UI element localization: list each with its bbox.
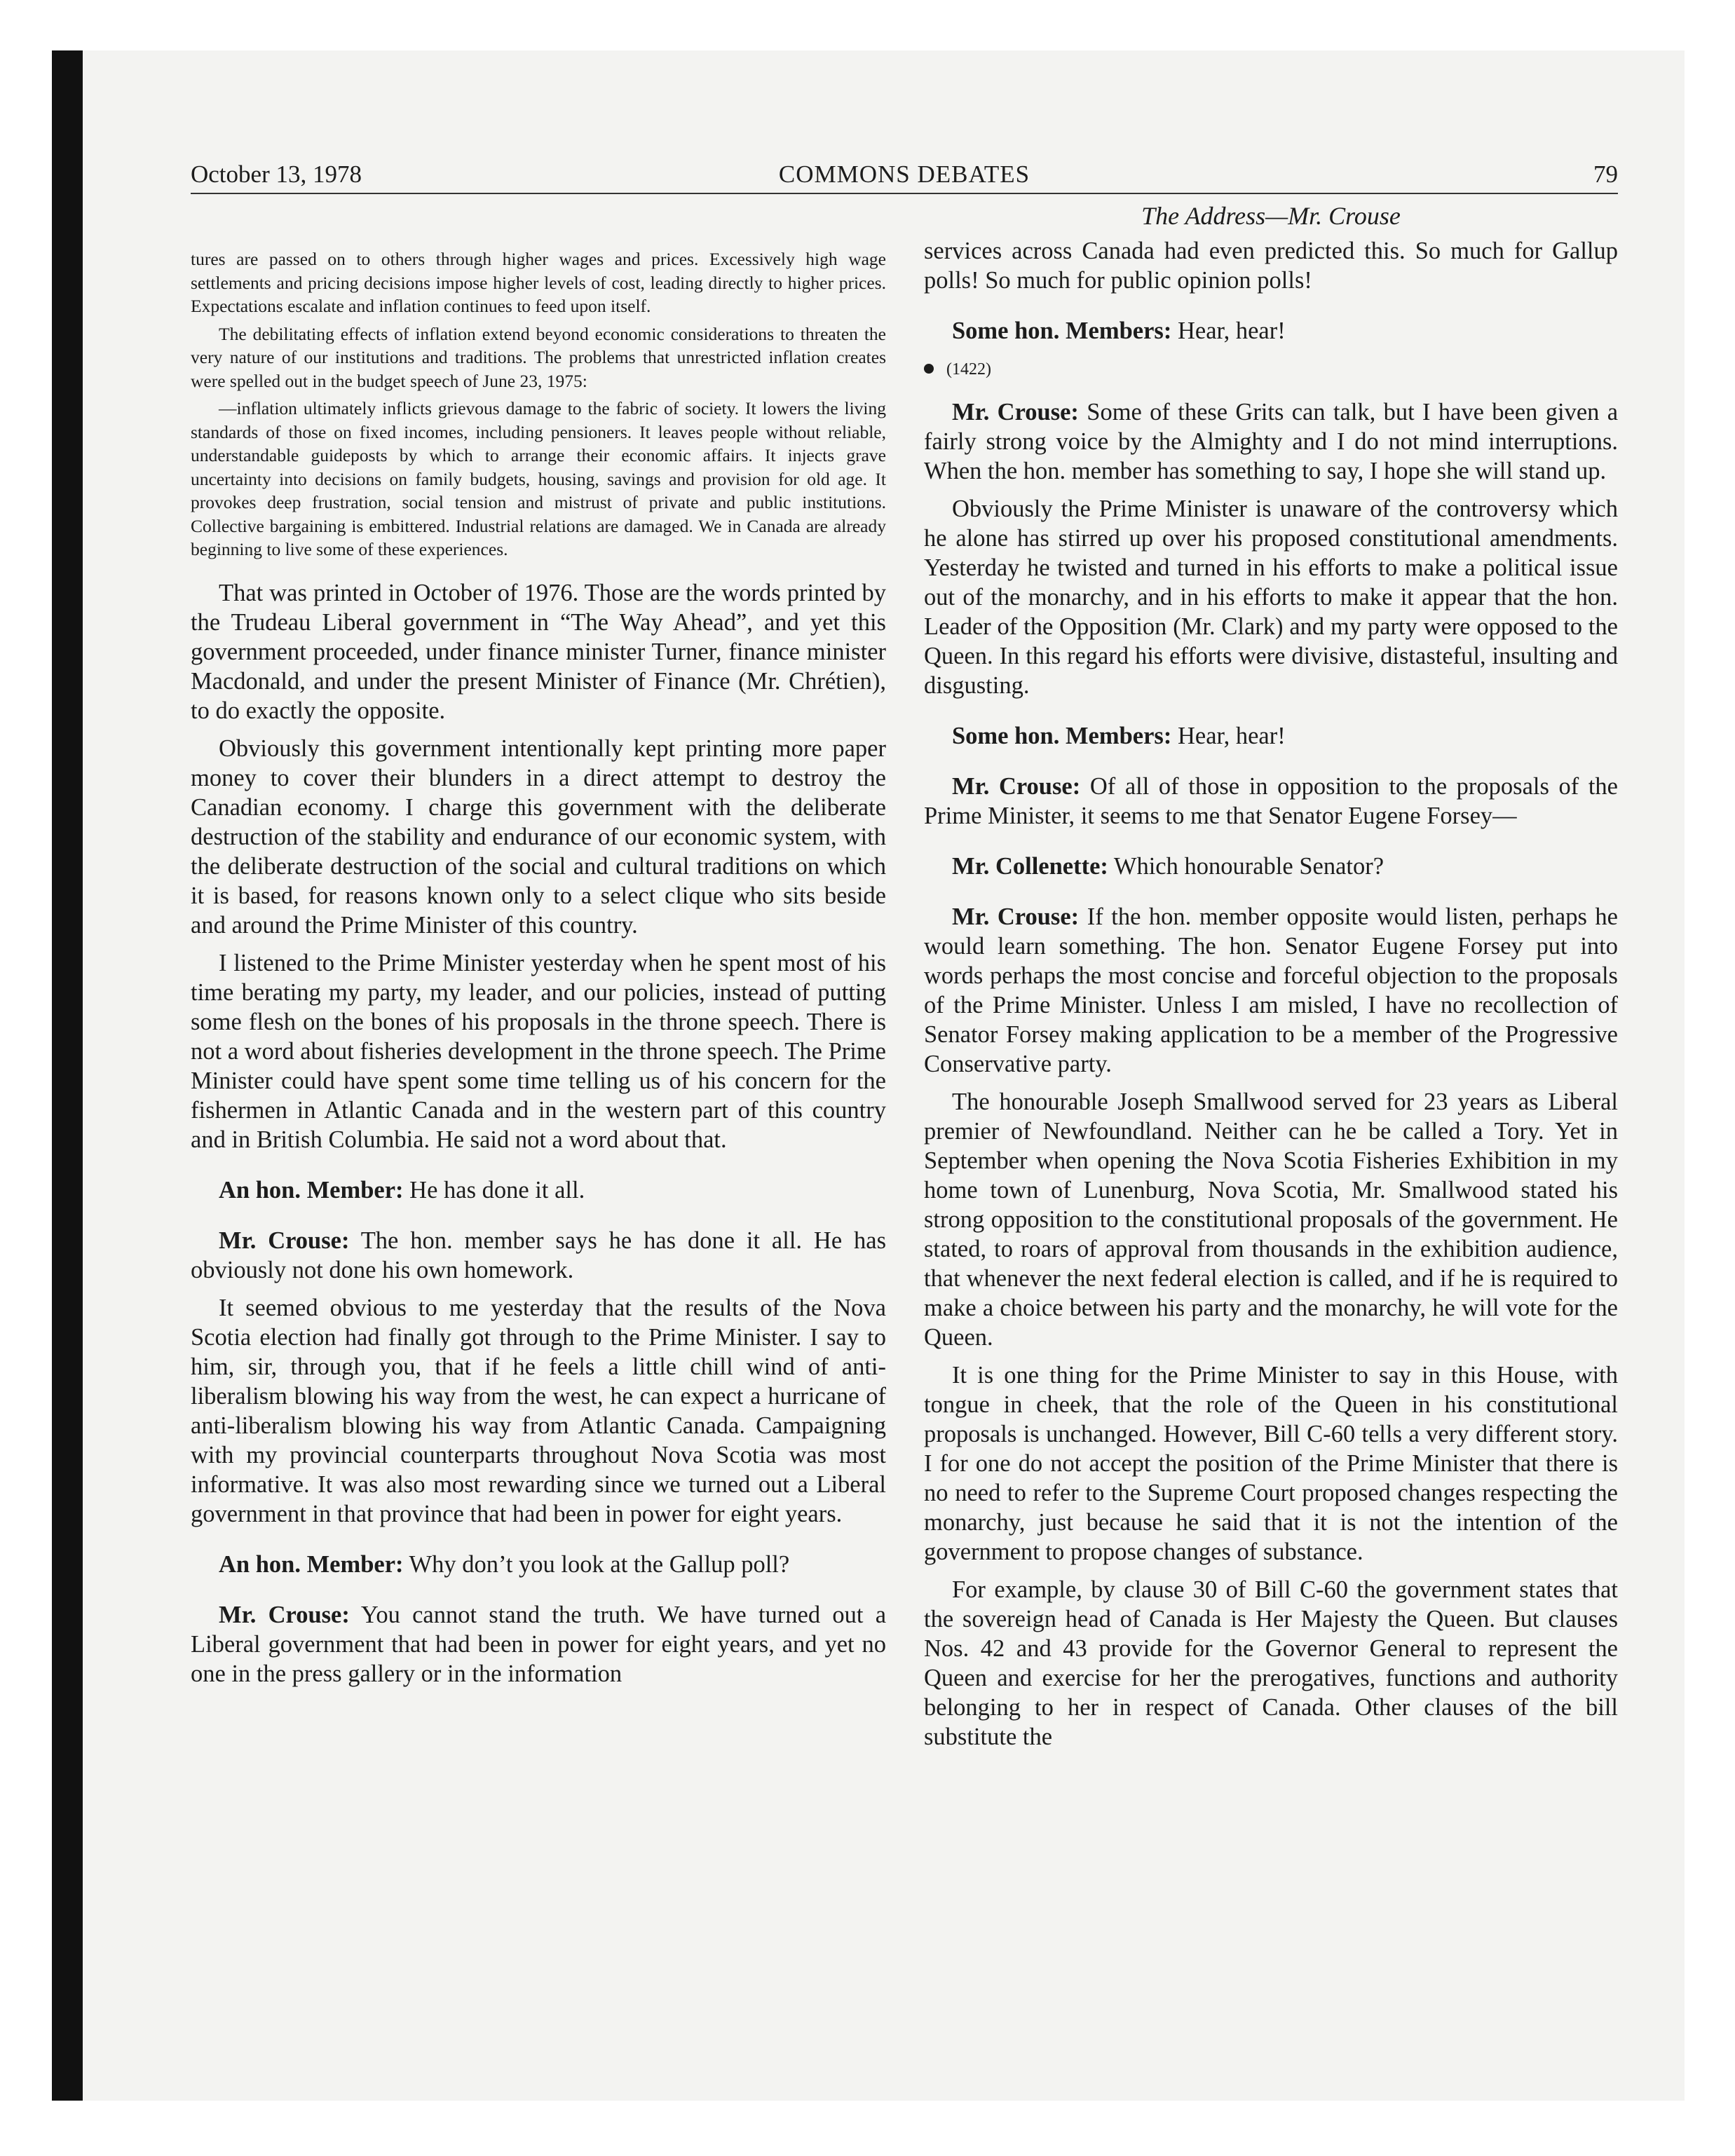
paragraph: services across Canada had even predicted this. So much for Gallup polls! So much for public opinion polls!: [924, 238, 1618, 294]
speech: [924, 721, 1618, 751]
speech-text: Which honourable Senator?: [1113, 853, 1384, 880]
running-head: The Address—Mr. Crouse: [1141, 202, 1401, 230]
speech-text: The hon. member says he has done it all. He has obviously not done his own homework.: [191, 1227, 886, 1283]
document-page: [191, 158, 1618, 1924]
right-column: [924, 198, 1618, 1760]
paragraph: Obviously this government intentionally kept printing more paper money to cover their blunders in a direct attempt to destroy the Canadian economy. I charge this government with the deliberate destruction of the stability and endurance of our economic system, with the deliberate destruction of the social and cultural traditions on which it is based, for reasons known only to a select clique who sits beside and around the Prime Minister of this country.: [191, 735, 886, 939]
header-page-number: 79: [1593, 161, 1618, 188]
speech-text: Hear, hear!: [1177, 318, 1286, 344]
speech-text: You cannot stand the truth. We have turned out a Liberal government that had been in power for eight years, and yet no one in the press gallery or in the information: [191, 1601, 887, 1687]
speaker-name: Some hon. Members:: [952, 723, 1172, 749]
header-title: COMMONS DEBATES: [778, 161, 1030, 188]
scan-border: [52, 50, 83, 2101]
paragraph: It is one thing for the Prime Minister to say in this House, with tongue in cheek, that the role of the Queen in his constitutional proposals is unchanged. However, Bill C-60 tells a very different story. I for one do not accept the position of the Prime Minister that there is no need to refer to the Supreme Court proposed changes respecting the monarchy, just because he said that it is not the intention of the government to propose changes of substance.: [924, 1362, 1618, 1565]
speaker-name: Mr. Crouse:: [952, 399, 1079, 425]
quoted-text: —inflation ultimately inflicts grievous damage to the fabric of society. It lowers the living standards of those on fixed incomes, including pensioners. It leaves people without reliable, understandable guideposts by which to arrange their economic affairs. It injects grave uncertainty into decisions on family budgets, housing, savings and provision for old age. It provokes deep frustration, social tension and mistrust of private and public institutions. Collective bargaining is embittered. Industrial relations are damaged. We in Canada are already beginning to live some of these experiences.: [191, 398, 886, 559]
paragraph: It seemed obvious to me yesterday that the results of the Nova Scotia election had finally got through to the Prime Minister. I say to him, sir, through you, that if he feels a little chill wind of anti-liberalism blowing his way from the west, he can expect a hurricane of anti-liberalism blowing his way from Atlantic Canada. Campaigning with my provincial counterparts throughout Nova Scotia was most informative. It was also most rewarding since we turned out a Liberal government in that province that had been in power for eight years.: [191, 1294, 886, 1527]
speech: [191, 1226, 886, 1285]
speech-text: If the hon. member opposite would listen, perhaps he would learn something. The hon. Senator Eugene Forsey put into words perhaps the most concise and forceful objection to the proposals of the Prime Minister. Unless I am misled, I have no recollection of Senator Forsey making application to be a member of the Progressive Conservative party.: [924, 903, 1618, 1077]
page-header: [191, 158, 1618, 194]
header-date: October 13, 1978: [191, 161, 362, 188]
paragraph: That was printed in October of 1976. Those are the words printed by the Trudeau Liberal government in “The Way Ahead”, and yet this government proceeded, under finance minister Turner, finance minister Macdonald, and under the present Minister of Finance (Mr. Chrétien), to do exactly the opposite.: [191, 579, 886, 724]
paragraph: I listened to the Prime Minister yesterday when he spent most of his time berating my party, my leader, and our policies, instead of putting some flesh on the bones of his proposals in the throne speech. There is not a word about fisheries development in the throne speech. The Prime Minister could have spent some time telling us of his concern for the fishermen in Atlantic Canada and in the western part of this country and in British Columbia. He said not a word about that.: [191, 949, 886, 1153]
speech: [924, 772, 1618, 831]
speaker-name: An hon. Member:: [219, 1550, 404, 1578]
speaker-name: Mr. Crouse:: [219, 1601, 350, 1628]
speaker-name: Mr. Crouse:: [952, 773, 1081, 800]
speaker-name: Mr. Crouse:: [219, 1227, 350, 1254]
speaker-name: Some hon. Members:: [952, 318, 1172, 344]
speech: [191, 1550, 886, 1579]
speaker-name: An hon. Member:: [219, 1176, 404, 1203]
paragraph: For example, by clause 30 of Bill C-60 the government states that the sovereign head of Canada is Her Majesty the Queen. But clauses Nos. 42 and 43 provide for the Governor General to represent the Queen and exercise for her the prerogatives, functions and authority belonging to her in respect of Canada. Other clauses of the bill substitute the: [924, 1576, 1618, 1750]
speech: [191, 1600, 886, 1688]
paragraph: Obviously the Prime Minister is unaware of the controversy which he alone has stirred up over his proposed constitutional amendments. Yesterday he twisted and turned in his efforts to make a political issue out of the monarchy, and in his efforts to make it appear that the hon. Leader of the Opposition (Mr. Clark) and my party were opposed to the Queen. In this regard his efforts were divisive, distasteful, insulting and disgusting.: [924, 496, 1618, 699]
paragraph: The honourable Joseph Smallwood served for 23 years as Liberal premier of Newfoundland. Neither can he be called a Tory. Yet in September when opening the Nova Scotia Fisheries Exhibition in my home town of Lunenburg, Nova Scotia, Mr. Smallwood stated his strong opposition to the constitutional proposals of the government. He stated, to roars of approval from thousands in the exhibition audience, that whenever the next federal election is called, and if he is required to make a choice between his party and the monarchy, he will vote for the Queen.: [924, 1089, 1618, 1351]
speech: [924, 316, 1618, 346]
time-mark-text: (1422): [946, 360, 991, 378]
speaker-name: Mr. Crouse:: [952, 903, 1080, 930]
time-mark: [924, 355, 1618, 383]
left-column: [191, 247, 886, 1697]
speech: [924, 852, 1618, 881]
speech: [924, 397, 1618, 486]
speech-text: Of all of those in opposition to the proposals of the Prime Minister, it seems to me that Senator Eugene Forsey—: [924, 773, 1618, 829]
speech-text: Hear, hear!: [1177, 723, 1286, 749]
bullet-icon: [924, 364, 934, 374]
speech-text: Why don’t you look at the Gallup poll?: [409, 1550, 790, 1578]
speech: [924, 902, 1618, 1079]
quoted-text: tures are passed on to others through higher wages and prices. Excessively high wage settlements and pricing decisions impose higher levels of cost, leading directly to higher prices. Expectations escalate and inflation continues to feed upon itself.: [191, 249, 886, 316]
speech-text: Some of these Grits can talk, but I have been given a fairly strong voice by the Almighty and I do not mind interruptions. When the hon. member has something to say, I hope she will stand up.: [924, 399, 1619, 484]
speech: [191, 1175, 886, 1205]
quoted-text: The debilitating effects of inflation extend beyond economic considerations to threaten the very nature of our institutions and traditions. The problems that unrestricted inflation creates were spelled out in the budget speech of June 23, 1975:: [191, 323, 886, 391]
speaker-name: Mr. Collenette:: [952, 853, 1108, 880]
speech-text: He has done it all.: [409, 1176, 585, 1203]
